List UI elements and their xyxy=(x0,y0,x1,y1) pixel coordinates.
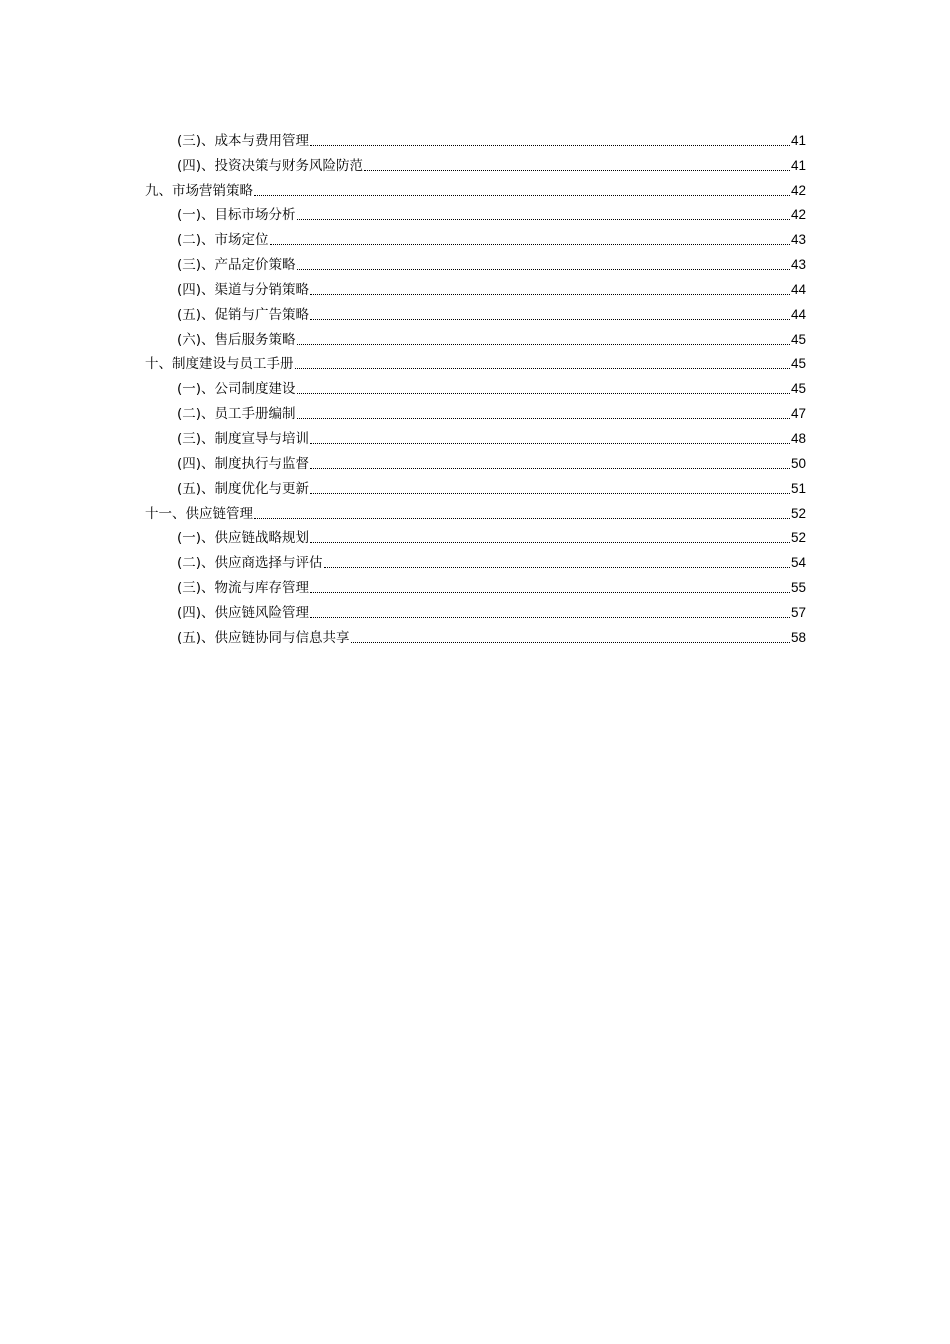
toc-entry-label: (一)、公司制度建设 xyxy=(177,381,296,398)
toc-entry-label: (三)、制度宣导与培训 xyxy=(177,430,310,447)
dot-leader xyxy=(254,518,790,519)
toc-entry[interactable] xyxy=(145,547,806,572)
toc-entry[interactable] xyxy=(145,622,806,647)
toc-entry-page-number: 45 xyxy=(790,331,806,347)
dot-leader xyxy=(310,493,790,494)
toc-entry-page-number: 42 xyxy=(790,207,806,223)
toc-entry-label: (三)、成本与费用管理 xyxy=(177,132,310,149)
toc-entry-page-number: 41 xyxy=(790,132,806,148)
toc-entry-label: 十、制度建设与员工手册 xyxy=(145,356,294,373)
dot-leader xyxy=(297,269,790,270)
dot-leader xyxy=(324,567,790,568)
toc-entry[interactable] xyxy=(145,473,806,498)
toc-entry-label: (二)、员工手册编制 xyxy=(177,406,296,423)
toc-entry[interactable] xyxy=(145,572,806,597)
toc-entry-label: 九、市场营销策略 xyxy=(145,182,253,199)
toc-entry-label: (一)、目标市场分析 xyxy=(177,207,296,224)
dot-leader xyxy=(297,393,790,394)
toc-entry-page-number: 54 xyxy=(790,555,806,571)
dot-leader xyxy=(310,294,790,295)
toc-entry-label: (五)、促销与广告策略 xyxy=(177,306,310,323)
dot-leader xyxy=(310,592,790,593)
toc-entry-page-number: 41 xyxy=(790,157,806,173)
toc-entry-label: (四)、制度执行与监督 xyxy=(177,455,310,472)
toc-entry-page-number: 43 xyxy=(790,232,806,248)
toc-entry[interactable] xyxy=(145,324,806,349)
toc-entry[interactable] xyxy=(145,150,806,175)
toc-entry[interactable] xyxy=(145,299,806,324)
toc-entry-page-number: 43 xyxy=(790,257,806,273)
toc-entry-label: (四)、投资决策与财务风险防范 xyxy=(177,157,364,174)
toc-entry-page-number: 44 xyxy=(790,306,806,322)
dot-leader xyxy=(295,368,790,369)
dot-leader xyxy=(297,418,790,419)
toc-entry-page-number: 52 xyxy=(790,530,806,546)
toc-entry[interactable] xyxy=(145,125,806,150)
toc-entry-label: (五)、制度优化与更新 xyxy=(177,480,310,497)
toc-entry-page-number: 55 xyxy=(790,580,806,596)
toc-entry-page-number: 51 xyxy=(790,480,806,496)
toc-entry-page-number: 45 xyxy=(790,381,806,397)
dot-leader xyxy=(310,468,790,469)
toc-entry[interactable] xyxy=(145,349,806,374)
toc-entry-label: (五)、供应链协同与信息共享 xyxy=(177,629,350,646)
toc-entry-label: (二)、供应商选择与评估 xyxy=(177,555,323,572)
toc-entry[interactable] xyxy=(145,498,806,523)
dot-leader xyxy=(310,145,790,146)
toc-entry-label: (三)、产品定价策略 xyxy=(177,257,296,274)
toc-entry[interactable] xyxy=(145,200,806,225)
toc-entry[interactable] xyxy=(145,373,806,398)
table-of-contents xyxy=(145,125,806,647)
toc-entry-page-number: 58 xyxy=(790,629,806,645)
dot-leader xyxy=(310,542,790,543)
toc-entry-label: (六)、售后服务策略 xyxy=(177,331,296,348)
toc-entry-label: (四)、供应链风险管理 xyxy=(177,604,310,621)
dot-leader xyxy=(310,617,790,618)
toc-entry-page-number: 57 xyxy=(790,604,806,620)
toc-entry-page-number: 42 xyxy=(790,182,806,198)
toc-entry[interactable] xyxy=(145,224,806,249)
toc-entry-page-number: 47 xyxy=(790,406,806,422)
toc-entry[interactable] xyxy=(145,398,806,423)
toc-entry[interactable] xyxy=(145,249,806,274)
toc-entry-page-number: 48 xyxy=(790,430,806,446)
toc-entry[interactable] xyxy=(145,175,806,200)
dot-leader xyxy=(254,195,790,196)
dot-leader xyxy=(310,443,790,444)
toc-entry-label: (一)、供应链战略规划 xyxy=(177,530,310,547)
toc-entry-page-number: 52 xyxy=(790,505,806,521)
toc-entry-label: (四)、渠道与分销策略 xyxy=(177,281,310,298)
toc-entry-label: (三)、物流与库存管理 xyxy=(177,580,310,597)
dot-leader xyxy=(270,244,790,245)
toc-entry-label: (二)、市场定位 xyxy=(177,232,269,249)
toc-entry[interactable] xyxy=(145,523,806,548)
dot-leader xyxy=(351,642,790,643)
toc-entry-page-number: 50 xyxy=(790,455,806,471)
toc-entry[interactable] xyxy=(145,448,806,473)
toc-entry[interactable] xyxy=(145,274,806,299)
toc-entry-page-number: 44 xyxy=(790,281,806,297)
dot-leader xyxy=(364,170,790,171)
toc-entry[interactable] xyxy=(145,423,806,448)
toc-entry-label: 十一、供应链管理 xyxy=(145,505,253,522)
dot-leader xyxy=(297,344,790,345)
dot-leader xyxy=(310,319,790,320)
toc-entry[interactable] xyxy=(145,597,806,622)
dot-leader xyxy=(297,219,790,220)
toc-entry-page-number: 45 xyxy=(790,356,806,372)
